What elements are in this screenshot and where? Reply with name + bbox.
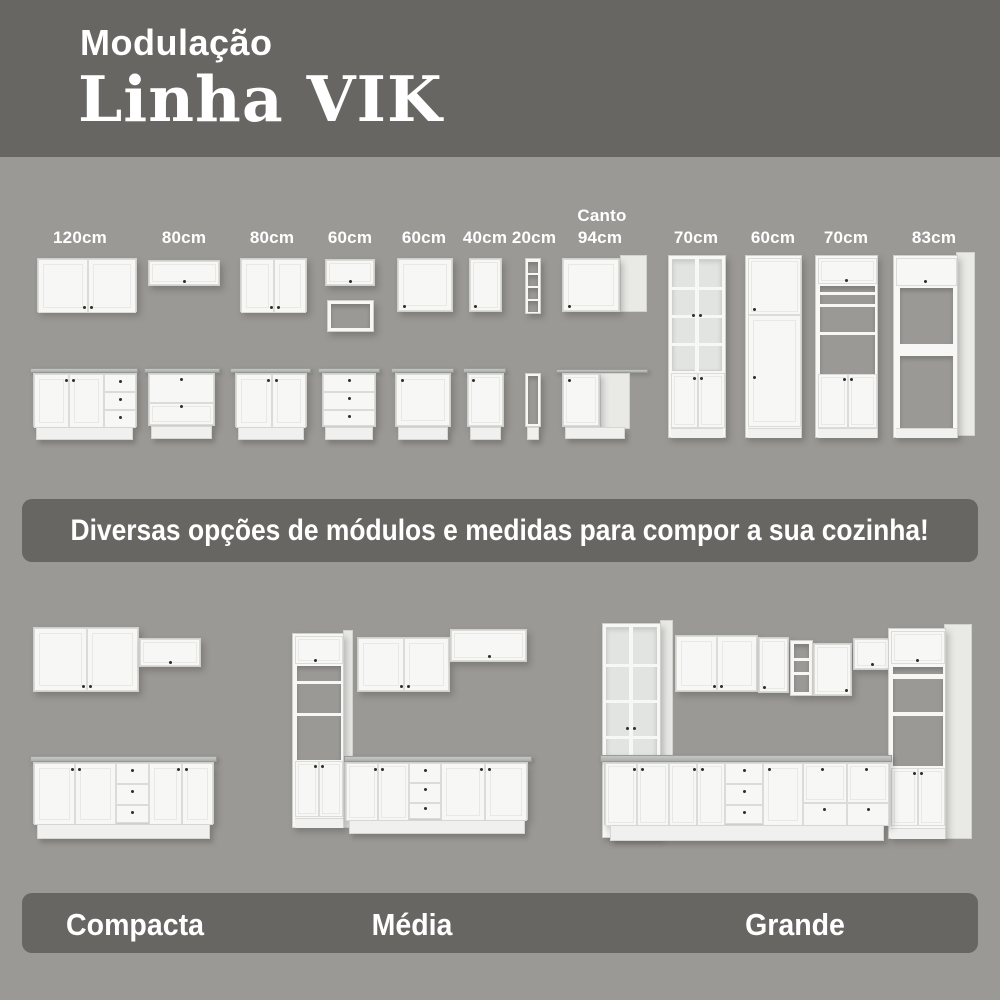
- knob: [270, 306, 273, 309]
- shelf: [794, 672, 809, 675]
- plinth: [37, 824, 210, 839]
- knob: [753, 376, 756, 379]
- drawer: [104, 374, 136, 392]
- page-title: Linha VIK: [78, 62, 443, 136]
- knob: [82, 685, 85, 688]
- module-wall-120cm: [37, 258, 137, 312]
- door: [717, 636, 757, 691]
- door: [697, 763, 725, 826]
- door: [698, 373, 725, 428]
- door: [818, 374, 848, 428]
- door: [676, 636, 717, 691]
- knob: [71, 768, 74, 771]
- size-label-canto-2: 94cm: [577, 228, 623, 247]
- door: [346, 763, 378, 821]
- knob: [424, 769, 427, 772]
- door: [274, 259, 306, 313]
- plinth: [896, 428, 957, 438]
- base-run: [33, 762, 214, 824]
- door: [918, 768, 945, 826]
- knob: [845, 689, 848, 692]
- door: [605, 763, 637, 826]
- plinth: [349, 820, 525, 834]
- knob: [641, 768, 644, 771]
- shelf: [893, 712, 943, 716]
- knob: [472, 379, 475, 382]
- door: [149, 763, 182, 825]
- door: [848, 374, 877, 428]
- knob: [321, 765, 324, 768]
- plinth: [671, 428, 723, 438]
- banner: [22, 499, 978, 562]
- knob: [743, 811, 746, 814]
- door: [241, 259, 274, 313]
- knob: [400, 685, 403, 688]
- module-base-120cm: [33, 373, 137, 427]
- door: [88, 259, 136, 313]
- door: [87, 628, 138, 691]
- shelf: [820, 304, 875, 307]
- door: [814, 644, 851, 695]
- knob: [913, 772, 916, 775]
- module-base-40cm: [467, 373, 504, 427]
- knob: [850, 378, 853, 381]
- plinth: [470, 427, 501, 440]
- module-tall-60cm-pantry: [745, 255, 802, 438]
- module-wall-80cm: [240, 258, 307, 312]
- knob: [845, 279, 848, 282]
- knob: [699, 314, 702, 317]
- knob: [89, 685, 92, 688]
- knob: [277, 306, 280, 309]
- niche: [331, 304, 370, 328]
- size-label-80a: 80cm: [161, 228, 207, 247]
- knob: [568, 305, 571, 308]
- knob: [83, 306, 86, 309]
- knob: [700, 377, 703, 380]
- knob: [180, 378, 183, 381]
- knob: [865, 768, 868, 771]
- door: [669, 763, 697, 826]
- knob: [763, 686, 766, 689]
- door: [319, 761, 343, 817]
- door: [748, 315, 801, 427]
- knob: [480, 768, 483, 771]
- module-wall-60cm-door: [397, 258, 453, 312]
- base-run: [604, 762, 890, 825]
- knob: [381, 768, 384, 771]
- door: [891, 768, 918, 826]
- size-label-83: 83cm: [911, 228, 957, 247]
- knob: [131, 769, 134, 772]
- wall-cabinet: [357, 637, 450, 692]
- plinth: [398, 427, 448, 440]
- knob: [267, 379, 270, 382]
- open-shelves: [893, 667, 943, 766]
- open-niche: [900, 288, 953, 344]
- door: [295, 761, 319, 817]
- knob: [131, 811, 134, 814]
- knob: [401, 379, 404, 382]
- drawer: [409, 803, 441, 819]
- door: [182, 763, 213, 825]
- plinth: [295, 818, 343, 828]
- knob: [424, 788, 427, 791]
- knob: [568, 379, 571, 382]
- niche: [528, 262, 538, 273]
- knob: [821, 768, 824, 771]
- drawer: [803, 803, 847, 826]
- door: [847, 763, 889, 803]
- size-label-120: 120cm: [53, 228, 107, 247]
- knob: [169, 661, 172, 664]
- shelf: [297, 713, 341, 716]
- niche: [528, 275, 538, 286]
- header-band: [0, 0, 1000, 157]
- shelf: [820, 292, 875, 295]
- wall-cabinet-single: [813, 643, 852, 696]
- plinth: [565, 427, 625, 439]
- knob: [474, 305, 477, 308]
- drawer: [323, 374, 375, 392]
- plinth: [527, 427, 539, 440]
- plinth: [891, 828, 945, 839]
- knob: [768, 768, 771, 771]
- knob: [119, 416, 122, 419]
- module-base-canto-94cm: [562, 373, 600, 427]
- drawer: [116, 784, 149, 805]
- knob: [692, 314, 695, 317]
- shelf: [893, 674, 943, 679]
- door: [236, 374, 272, 428]
- knob: [131, 790, 134, 793]
- module-wall-canto-94cm: [562, 258, 620, 312]
- knob: [916, 659, 919, 662]
- drawer: [323, 410, 375, 426]
- drawer: [116, 763, 149, 784]
- knob: [348, 415, 351, 418]
- knob: [424, 807, 427, 810]
- drawer: [409, 763, 441, 783]
- door: [34, 374, 69, 428]
- knob: [275, 379, 278, 382]
- drawer: [847, 803, 889, 826]
- module-tall-83cm-side: [956, 252, 975, 436]
- door: [441, 763, 485, 821]
- wall-cabinet-horizontal: [450, 629, 527, 662]
- door: [38, 259, 88, 313]
- door-stile: [629, 627, 633, 761]
- knob: [119, 398, 122, 401]
- kitchen-label-grande: Grande: [745, 907, 845, 942]
- door: [272, 374, 306, 428]
- module-base-canto-side: [600, 373, 630, 429]
- header-kicker: Modulação: [80, 22, 273, 63]
- knob: [753, 308, 756, 311]
- drawer: [409, 783, 441, 803]
- knob: [180, 405, 183, 408]
- niche: [528, 301, 538, 312]
- knob: [701, 768, 704, 771]
- drawer: [725, 784, 763, 805]
- drawer: [725, 805, 763, 824]
- knob: [72, 379, 75, 382]
- knob: [743, 769, 746, 772]
- knob: [633, 768, 636, 771]
- knob: [924, 280, 927, 283]
- module-wall-canto-side-panel: [620, 255, 647, 312]
- size-label-60c: 60cm: [750, 228, 796, 247]
- plinth: [818, 428, 877, 438]
- size-label-70a: 70cm: [673, 228, 719, 247]
- knob: [183, 280, 186, 283]
- module-base-80cm-drawer-door: [148, 373, 215, 426]
- knob: [713, 685, 716, 688]
- shelf: [297, 681, 341, 684]
- door: [358, 638, 404, 691]
- plinth: [325, 427, 373, 440]
- knob: [488, 655, 491, 658]
- open-shelves: [820, 286, 875, 374]
- plinth: [36, 427, 133, 440]
- knob: [314, 659, 317, 662]
- knob: [920, 772, 923, 775]
- module-base-60cm-door: [395, 373, 451, 427]
- size-label-80b: 80cm: [249, 228, 295, 247]
- knob: [314, 765, 317, 768]
- plinth: [610, 825, 884, 841]
- door: [295, 636, 343, 664]
- drawer: [104, 410, 136, 428]
- size-label-40: 40cm: [462, 228, 508, 247]
- module-tall-70cm-tower: [815, 255, 878, 438]
- module-wall-40cm: [469, 258, 502, 312]
- niche: [528, 288, 538, 299]
- door: [34, 628, 87, 691]
- knob: [693, 768, 696, 771]
- door: [485, 763, 527, 821]
- knob: [78, 768, 81, 771]
- kitchen-label-media: Média: [371, 907, 453, 942]
- drawer: [725, 763, 763, 784]
- footer-bar: [22, 893, 978, 953]
- plinth: [151, 426, 212, 439]
- plinth: [748, 428, 801, 438]
- niche: [794, 644, 809, 692]
- knob: [65, 379, 68, 382]
- door: [671, 373, 698, 428]
- door: [396, 374, 450, 426]
- knob: [633, 727, 636, 730]
- module-base-60cm-drawers: [322, 373, 376, 427]
- knob: [348, 397, 351, 400]
- knob: [90, 306, 93, 309]
- knob: [349, 280, 352, 283]
- knob: [867, 808, 870, 811]
- knob: [374, 768, 377, 771]
- drawer: [116, 805, 149, 823]
- door: [470, 259, 501, 311]
- kitchen-label-compacta: Compacta: [66, 907, 204, 942]
- module-base-80cm-doors: [235, 373, 307, 427]
- knob: [843, 378, 846, 381]
- knob: [348, 379, 351, 382]
- drawer: [104, 392, 136, 410]
- tall-tower: [292, 633, 344, 828]
- module-wall-80cm-horizontal: [148, 260, 220, 286]
- module-base-20cm-niche: [525, 373, 541, 427]
- banner-text: Diversas opções de módulos e medidas para compor a sua cozinha!: [70, 513, 930, 547]
- knob: [823, 808, 826, 811]
- size-label-60a: 60cm: [327, 228, 373, 247]
- knob: [119, 380, 122, 383]
- knob: [626, 727, 629, 730]
- size-label-canto-1: Canto: [577, 206, 627, 225]
- wall-cabinet: [675, 635, 758, 692]
- corner-open-shelves: [790, 640, 813, 696]
- open-niche: [900, 356, 953, 428]
- door: [563, 259, 619, 311]
- module-tall-83cm-oven-tower: [893, 255, 958, 438]
- knob: [693, 377, 696, 380]
- shelf: [820, 332, 875, 335]
- size-label-20: 20cm: [511, 228, 557, 247]
- knob: [720, 685, 723, 688]
- countertop: [600, 755, 892, 762]
- base-run: [345, 762, 528, 820]
- wall-cabinet-horizontal: [139, 638, 201, 667]
- drawer: [323, 392, 375, 410]
- niche: [528, 376, 538, 424]
- door: [759, 638, 788, 692]
- module-tall-70cm-glass-display: [668, 255, 726, 438]
- right-tower-side: [944, 624, 972, 839]
- shelf: [794, 658, 809, 661]
- wall-cabinet-horizontal: [853, 638, 890, 670]
- knob: [403, 305, 406, 308]
- knob: [177, 768, 180, 771]
- module-wall-20cm-shelf: [525, 258, 541, 314]
- wall-cabinet-single: [758, 637, 789, 693]
- door: [763, 763, 803, 826]
- knob: [488, 768, 491, 771]
- plinth: [238, 427, 304, 440]
- wall-cabinet: [33, 627, 139, 692]
- module-wall-60cm-horizontal: [325, 259, 375, 286]
- door: [378, 763, 409, 821]
- size-label-60b: 60cm: [401, 228, 447, 247]
- knob: [871, 663, 874, 666]
- door: [748, 258, 801, 315]
- knob: [743, 790, 746, 793]
- door: [803, 763, 847, 803]
- door: [398, 259, 452, 311]
- door: [34, 763, 75, 825]
- module-wall-60cm-open-niche: [327, 300, 374, 332]
- knob: [185, 768, 188, 771]
- door: [404, 638, 449, 691]
- knob: [407, 685, 410, 688]
- right-tall-tower: [888, 628, 946, 839]
- door: [637, 763, 669, 826]
- size-label-70b: 70cm: [823, 228, 869, 247]
- door: [69, 374, 104, 428]
- door: [75, 763, 116, 825]
